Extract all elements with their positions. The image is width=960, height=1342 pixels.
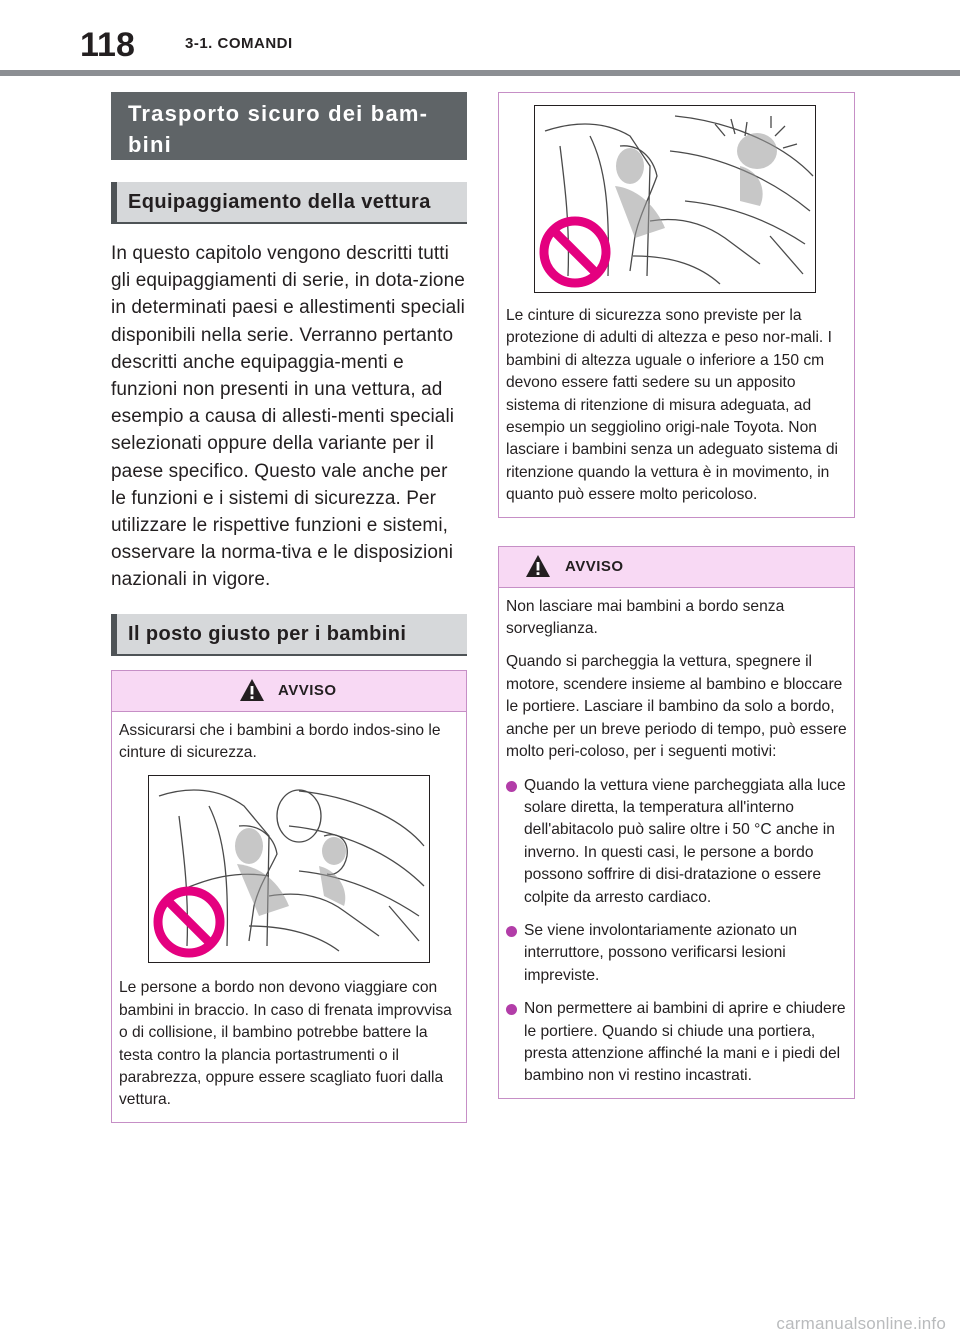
prohibition-icon xyxy=(158,891,220,953)
footer-watermark: carmanualsonline.info xyxy=(776,1314,946,1333)
warning-bullet-list xyxy=(506,775,847,1088)
warning-box-left xyxy=(111,670,467,1123)
left-column xyxy=(111,92,467,1123)
warning-body xyxy=(499,588,854,1098)
page-number: 118 xyxy=(80,26,135,64)
subsection-title-equipment: Equipaggiamento della vettura xyxy=(111,182,467,224)
illustration-drawing xyxy=(149,776,429,962)
warning-triangle-icon xyxy=(525,554,551,578)
illustration-child-airbag xyxy=(534,105,816,293)
bullet-dot-icon xyxy=(506,1004,517,1015)
intro-paragraph: In questo capitolo vengono descritti tutti gli equipaggiamenti di serie, in dota-zione in determinati paesi e allestimenti speciali disponibili nella serie. Verranno pertanto descritti anche equipaggia-menti e funzioni non presenti in una vettura, ad esempio a causa di allesti-menti speciali selezionati oppure della variante per il paese specifico. Questo vale anche per le funzioni e i sistemi di sicurezza. Per utilizzare le rispettive funzioni e sistemi, osservare la norma-tiva e le disposizioni nazionali in vigore. xyxy=(111,243,465,591)
subsection-title-seat: Il posto giusto per i bambini xyxy=(111,614,467,656)
right-column xyxy=(498,92,855,1099)
header-rule xyxy=(0,70,960,76)
warning-triangle-icon xyxy=(239,678,265,702)
warning-continued-box xyxy=(498,92,855,518)
bullet-dot-icon xyxy=(506,781,517,792)
warning-header xyxy=(499,547,854,588)
list-item xyxy=(506,998,847,1088)
section-title: Trasporto sicuro dei bam-bini xyxy=(111,92,467,160)
list-item-text: Quando la vettura viene parcheggiata alla luce solare diretta, la temperatura all'interno dell'abitacolo può salire oltre i 50 °C anche in inverno. In questi casi, le persone a bordo possono soffrire di disi-dratazione o essere colpite da arresto cardiaco. xyxy=(524,776,846,906)
illustration-child-on-lap xyxy=(148,775,430,963)
warning-header xyxy=(112,671,466,712)
list-item-text: Se viene involontariamente azionato un interruttore, possono verificarsi lesioni impreviste. xyxy=(524,921,798,984)
warning-text: Non lasciare mai bambini a bordo senza sorveglianza. xyxy=(506,597,785,638)
list-item-text: Non permettere ai bambini di aprire e chiudere le portiere. Quando si chiude una portiera, presta attenzione affinché la mani e i piedi del bambino non vi restino incastrati. xyxy=(524,1000,846,1085)
chapter-title: 3-1. COMANDI xyxy=(185,35,293,52)
warning-text: Assicurarsi che i bambini a bordo indos-sino le cinture di sicurezza. xyxy=(119,721,441,762)
warning-text: Le cinture di sicurezza sono previste per la protezione di adulti di altezza e peso nor-mali. I bambini di altezza uguale o inferiore a 150 cm devono essere fatti sedere su un apposito sistema di ritenzione di misura adeguata, ad esempio un seggiolino origi-nale Toyota. Non lasciare i bambini senza un adeguato sistema di ritenzione quando la vettura è in movimento, in quanto può essere molto pericoloso. xyxy=(506,307,838,504)
warning-label: AVVISO xyxy=(565,557,624,575)
warning-label: AVVISO xyxy=(278,681,337,699)
list-item xyxy=(506,920,847,987)
warning-box-right xyxy=(498,546,855,1099)
warning-body xyxy=(112,712,466,1122)
warning-text: Le persone a bordo non devono viaggiare con bambini in braccio. In caso di frenata improvvisa o di collisione, il bambino potrebbe battere la testa contro la plancia portastrumenti o il parabrezza, oppure essere scagliato fuori dalla vettura. xyxy=(119,979,452,1109)
bullet-dot-icon xyxy=(506,926,517,937)
page-header xyxy=(0,0,960,78)
warning-text: Quando si parcheggia la vettura, spegnere il motore, scendere insieme al bambino e bloccare le portiere. Lasciare il bambino da solo a bordo, anche per un breve periodo di tempo, può essere molto peri-coloso, per i seguenti motivi: xyxy=(506,653,847,761)
illustration-drawing xyxy=(535,106,815,292)
list-item xyxy=(506,775,847,909)
prohibition-icon xyxy=(544,221,606,283)
